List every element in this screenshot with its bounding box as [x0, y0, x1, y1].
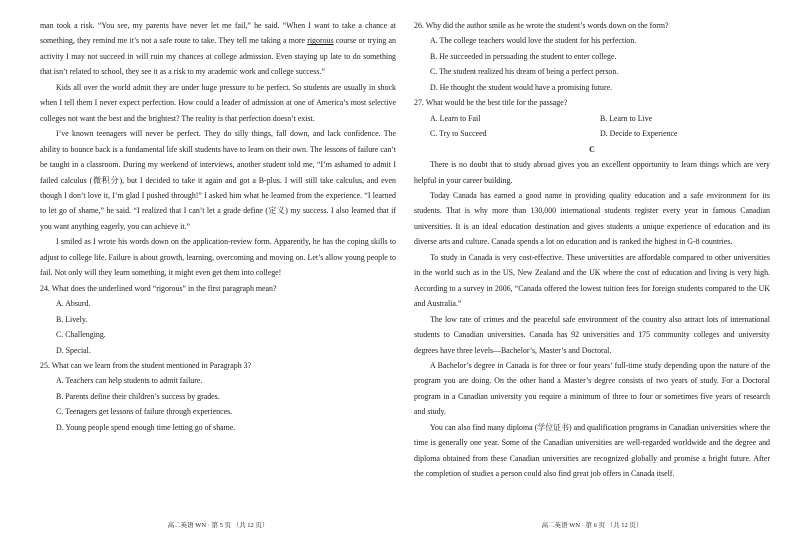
passage-b-paragraph-1: [40, 18, 396, 80]
question-27-option: C. Try to Succeed: [430, 129, 487, 139]
passage-c-paragraph-4: The low rate of crimes and the peaceful safe environment of the country also attract lots of international students to Canadian universities. Canada has 92 universities and 175 community colleges and university degrees have three levels—Bachelor’s, Master’s and Doctoral.: [414, 314, 770, 355]
question-25-option: B. Parents define their children’s success by grades.: [56, 391, 220, 401]
passage-b-paragraph-2: Kids all over the world admit they are under huge pressure to be perfect. So students are usually in shock when I tell them I never expect perfection. How could a leader of admission at one of America’s most selective colleges not want the best and the brightest? The reality is that perfection doesn’t exist.: [40, 82, 396, 123]
question-27: 27. What would be the best title for the passage?: [414, 98, 568, 108]
question-26-option: B. He succeeded in persuading the student to enter college.: [430, 51, 617, 61]
question-25-option: A. Teachers can help students to admit failure.: [56, 376, 203, 386]
question-26: 26. Why did the author smile as he wrote the student’s words down on the form?: [414, 21, 669, 30]
question-27-option: B. Learn to Live: [600, 113, 653, 123]
question-26-option: A. The college teachers would love the student for his perfection.: [430, 36, 637, 46]
question-27-option: A. Learn to Fail: [430, 113, 481, 123]
question-24-option: A. Absurd.: [56, 299, 91, 309]
left-page-column: [40, 18, 396, 435]
passage-c-paragraph-6: You can also find many diploma (学位证书) and qualification programs in Canadian universities where the time is generally one year. Some of the Canadian universities are well-regarded worldwide and the degree and diploma obtained from these Canadian universities are recognized globally and promise a bright future. After the completion of studies a person could also find great job offers in Canada itself.: [414, 422, 770, 479]
passage-c-paragraph-2: Today Canada has earned a good name in providing quality education and a safe environment for its students. That is why more than 130,000 international students register every year in famous Canadian universities. It is an ideal education destination and gives students a unique experience of education and its diverse arts and culture. Canada spends a lot on education and is ranked the highest in G-8 countries.: [414, 190, 770, 247]
passage-c-paragraph-5: A Bachelor’s degree in Canada is for three or four years’ full-time study depending upon the nature of the program you are doing. On the other hand a Master’s degree consists of two years of study. For a Doctoral program in a Canadian university you require a minimum of three to four or sometimes five years of research and study.: [414, 360, 770, 417]
passage-c-paragraph-1: There is no doubt that to study abroad gives you an excellent opportunity to learn things which are very helpful in your career building.: [414, 160, 770, 185]
page-footer-left: 高二英语 WN · 第 5 页 （共 12 页）: [167, 522, 269, 529]
question-26-option: C. The student realized his dream of being a perfect person.: [430, 67, 619, 77]
page-footer-right: 高二英语 WN · 第 6 页 （共 12 页）: [541, 522, 643, 529]
passage-b-paragraph-4: I smiled as I wrote his words down on the application-review form. Apparently, he has the coping skills to adjust to college life. Failure is about growth, learning, overcoming and moving on. Let’s allow young people to fail. Not only will they learn something, it might even get them into college!: [40, 237, 396, 278]
question-25: 25. What can we learn from the student mentioned in Paragraph 3?: [40, 360, 252, 370]
question-24-option: B. Lively.: [56, 314, 88, 324]
question-27-option: D. Decide to Experience: [600, 129, 678, 139]
question-24-option: C. Challenging.: [56, 330, 106, 340]
question-27-options: [414, 111, 770, 142]
question-25-option: C. Teenagers get lessons of failure through experiences.: [56, 407, 233, 417]
question-26-option: D. He thought the student would have a promising future.: [430, 82, 613, 92]
question-25-option: D. Young people spend enough time letting go of shame.: [56, 422, 236, 432]
passage-c-paragraph-3: To study in Canada is very cost-effective. These universities are affordable compared to other universities in the world such as in the US, New Zealand and the UK where the cost of education and living is very high. According to a survey in 2006, “Canada offered the lowest tuition fees for foreign students compared to the UK and Australia.”: [414, 252, 770, 309]
passage-b-paragraph-3: I’ve known teenagers will never be perfect. They do silly things, fall down, and lack confidence. The ability to bounce back is a fundamental life skill students have to learn on their own. The lessons of failure can’t be taught in a classroom. During my weekend of interviews, another student told me, “I’m ashamed to admit I failed calculus (微积分), but I decided to take it again and got a B-plus. I will still take calculus, and even though I don’t love it, I’m glad I pushed through!” I asked him what he learned from the experience. “I learned to let go of shame,” he said. “I realized that I can’t let a grade define (定义) my success. I also learned that if you want anything eagerly, you can achieve it.”: [40, 129, 396, 231]
paragraph-text: course or trying an activity I may not succeed in will ruin my chances at college admission. Even staying up late to do something that isn’t related to school, they see it as a risk to my academic work and college success.”: [40, 36, 396, 77]
paragraph-text: man took a risk. “You see, my parents have never let me fail,” he said. “When I want to take a chance at something, they remind me it’s not a safe route to take. They tell me taking a more: [40, 21, 396, 46]
right-page-column: [414, 18, 770, 482]
question-24-option: D. Special.: [56, 345, 91, 355]
underlined-word: rigorous: [307, 36, 334, 46]
question-24: 24. What does the underlined word “rigorous” in the first paragraph mean?: [40, 283, 277, 293]
section-heading: C: [589, 144, 595, 154]
